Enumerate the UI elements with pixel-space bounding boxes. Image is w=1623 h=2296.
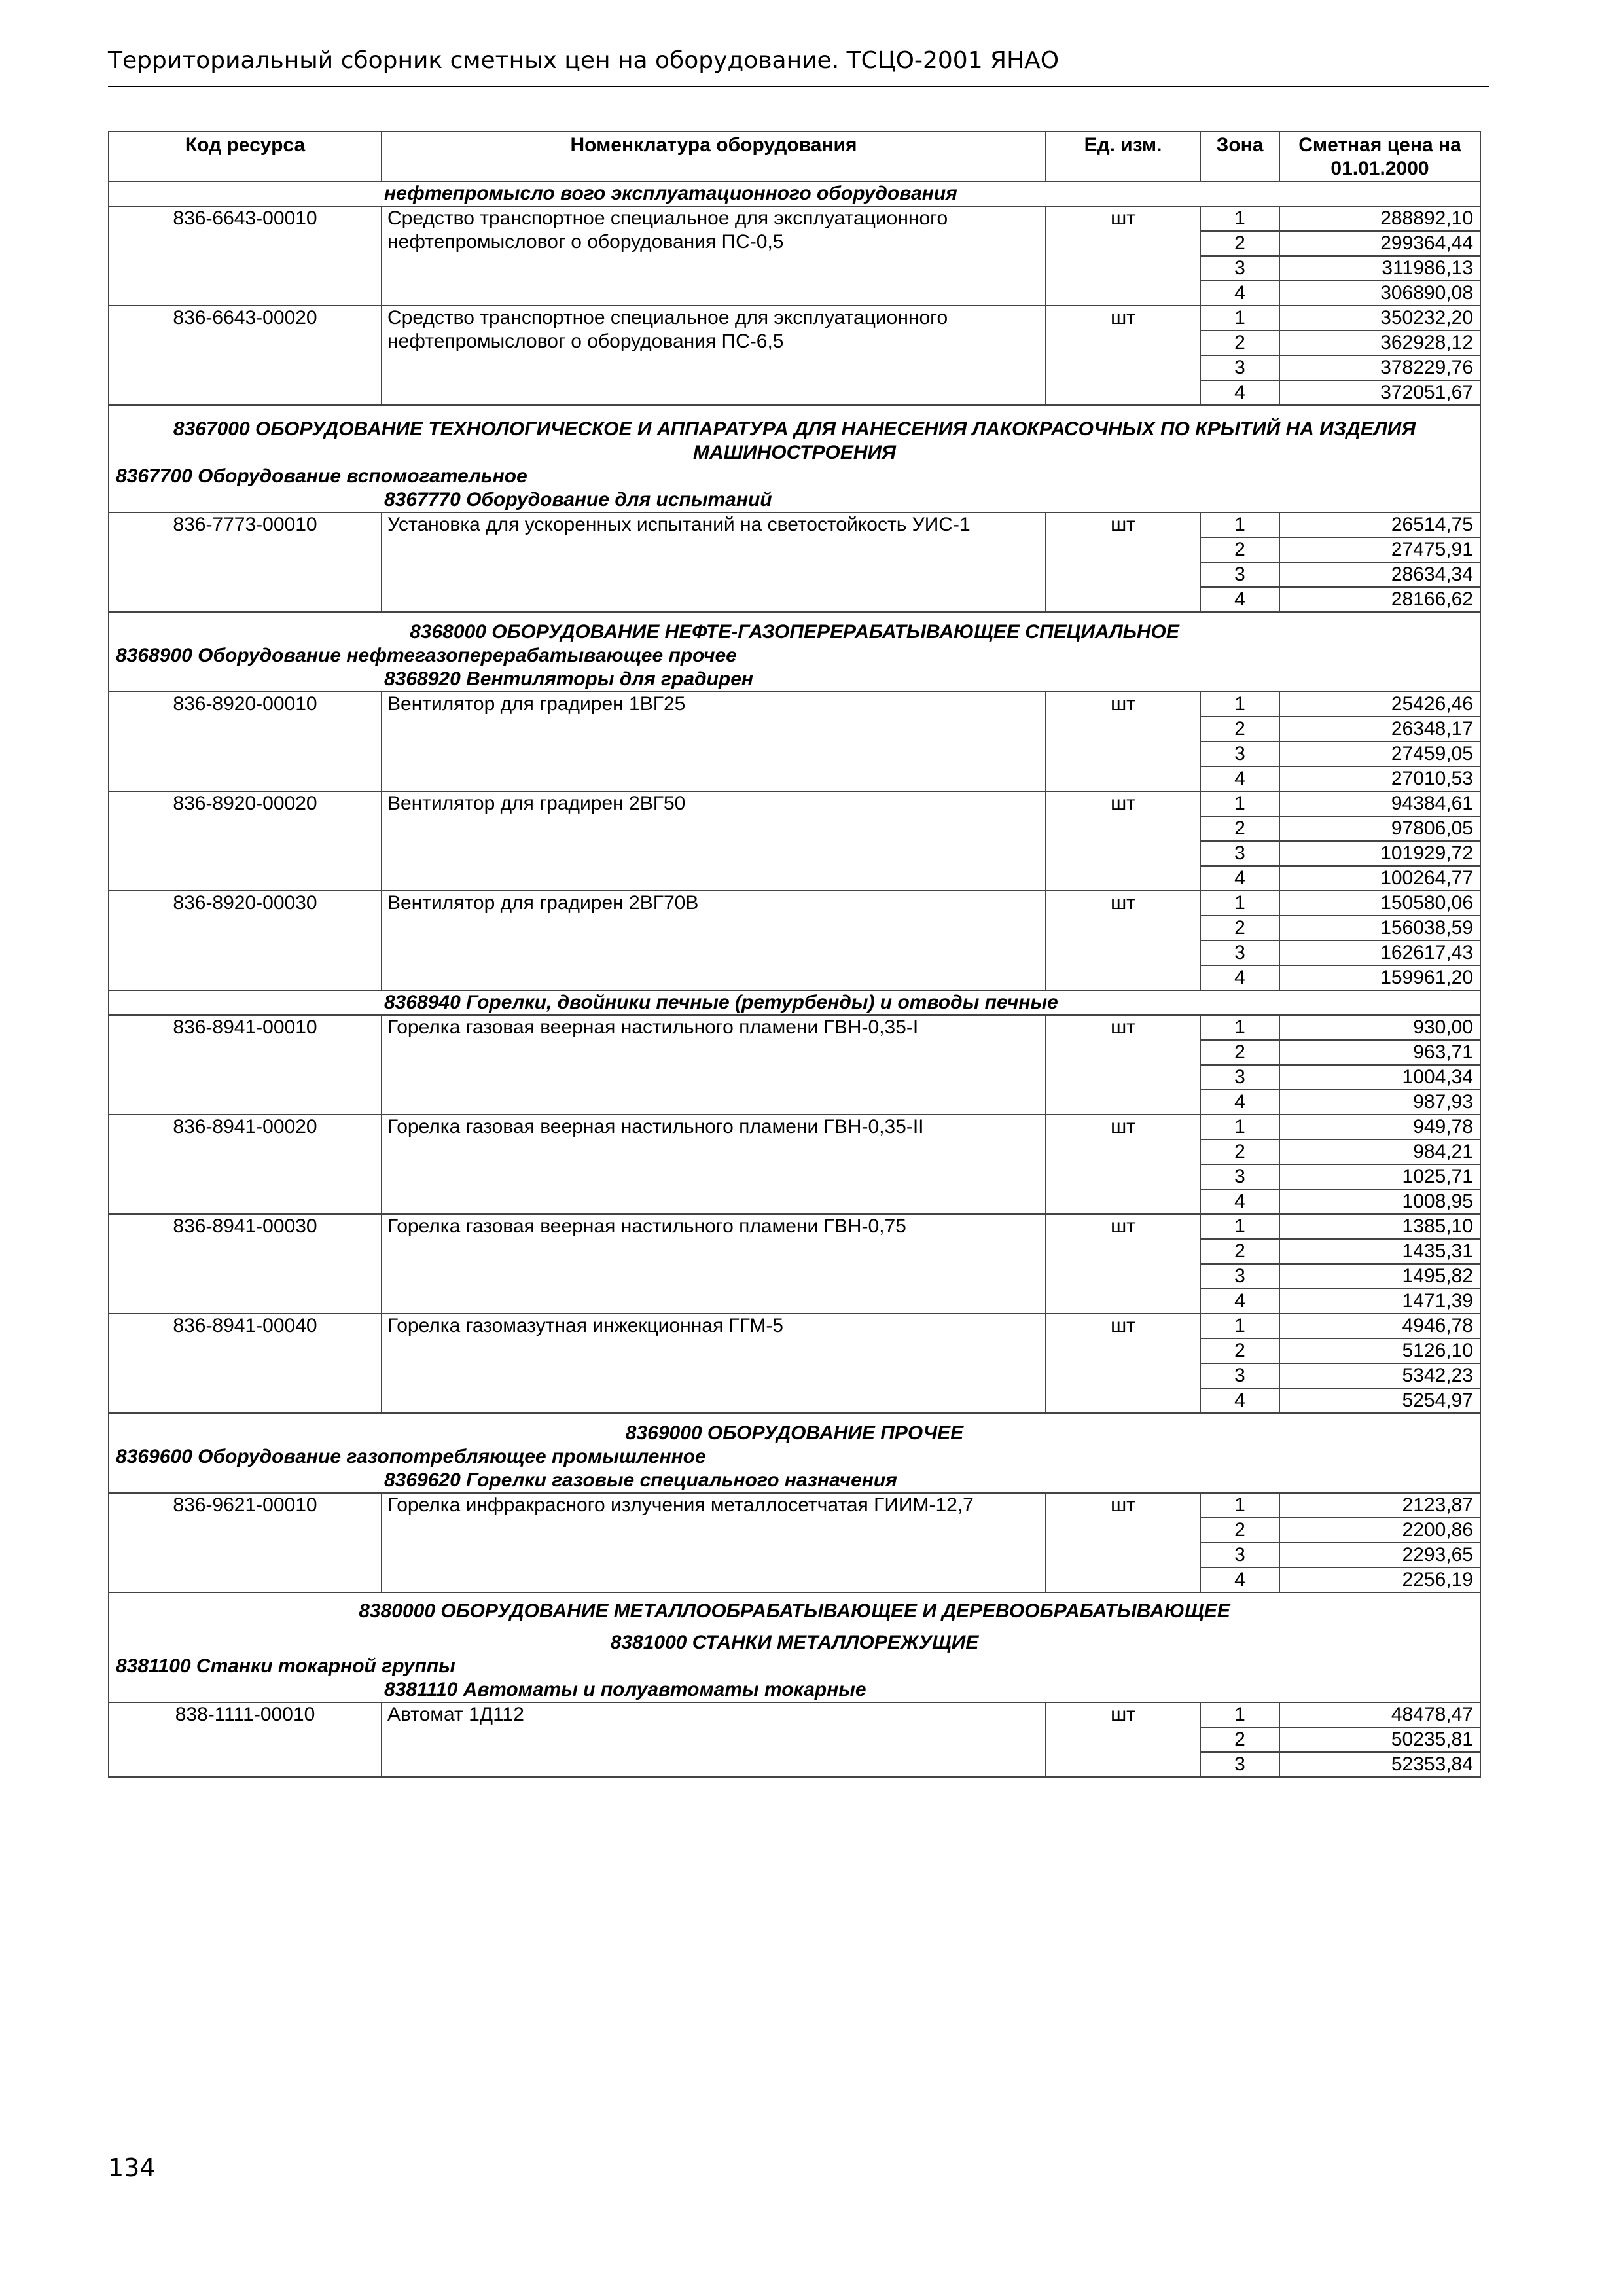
price-cell: 97806,05 bbox=[1279, 816, 1480, 841]
section-heading-grp: 8368940 Горелки, двойники печные (ретурбенды) и отводы печные bbox=[109, 990, 1480, 1015]
section-row bbox=[109, 1623, 1480, 1655]
zone-cell: 2 bbox=[1200, 1139, 1279, 1164]
zone-cell: 1 bbox=[1200, 1115, 1279, 1139]
price-cell: 26514,75 bbox=[1279, 512, 1480, 537]
zone-cell: 1 bbox=[1200, 206, 1279, 231]
price-cell: 2200,86 bbox=[1279, 1518, 1480, 1543]
section-row bbox=[109, 1592, 1480, 1623]
price-cell: 150580,06 bbox=[1279, 891, 1480, 916]
price-cell: 28634,34 bbox=[1279, 562, 1480, 587]
resource-code: 836-9621-00010 bbox=[109, 1493, 382, 1592]
zone-cell: 2 bbox=[1200, 1727, 1279, 1752]
section-row bbox=[109, 1678, 1480, 1702]
price-cell: 350232,20 bbox=[1279, 306, 1480, 331]
zone-cell: 2 bbox=[1200, 1338, 1279, 1363]
equipment-name: Автомат 1Д112 bbox=[382, 1702, 1046, 1777]
price-cell: 27459,05 bbox=[1279, 742, 1480, 766]
price-cell: 5254,97 bbox=[1279, 1388, 1480, 1413]
resource-code: 836-8920-00030 bbox=[109, 891, 382, 990]
table-row bbox=[109, 1493, 1480, 1518]
zone-cell: 1 bbox=[1200, 512, 1279, 537]
price-cell: 306890,08 bbox=[1279, 281, 1480, 306]
price-cell: 159961,20 bbox=[1279, 965, 1480, 990]
price-cell: 299364,44 bbox=[1279, 231, 1480, 256]
section-row bbox=[109, 465, 1480, 488]
section-row bbox=[109, 668, 1480, 692]
zone-cell: 3 bbox=[1200, 256, 1279, 281]
zone-cell: 3 bbox=[1200, 1264, 1279, 1289]
price-cell: 27475,91 bbox=[1279, 537, 1480, 562]
zone-cell: 1 bbox=[1200, 1015, 1279, 1040]
zone-cell: 3 bbox=[1200, 841, 1279, 866]
zone-cell: 2 bbox=[1200, 1239, 1279, 1264]
section-row bbox=[109, 1445, 1480, 1469]
price-table bbox=[108, 131, 1481, 1778]
price-cell: 156038,59 bbox=[1279, 916, 1480, 941]
zone-cell: 1 bbox=[1200, 1314, 1279, 1338]
price-cell: 372051,67 bbox=[1279, 380, 1480, 405]
section-row bbox=[109, 990, 1480, 1015]
zone-cell: 4 bbox=[1200, 380, 1279, 405]
table-row bbox=[109, 206, 1480, 231]
price-cell: 27010,53 bbox=[1279, 766, 1480, 791]
zone-cell: 2 bbox=[1200, 331, 1279, 355]
price-cell: 930,00 bbox=[1279, 1015, 1480, 1040]
resource-code: 836-7773-00010 bbox=[109, 512, 382, 612]
resource-code: 836-8941-00020 bbox=[109, 1115, 382, 1214]
price-cell: 94384,61 bbox=[1279, 791, 1480, 816]
section-row bbox=[109, 405, 1480, 465]
col-header-price: Сметная цена на 01.01.2000 bbox=[1279, 132, 1480, 181]
section-row bbox=[109, 1469, 1480, 1493]
price-cell: 48478,47 bbox=[1279, 1702, 1480, 1727]
price-cell: 26348,17 bbox=[1279, 717, 1480, 742]
page-header-title: Территориальный сборник сметных цен на оборудование. ТСЦО-2001 ЯНАО bbox=[108, 47, 1489, 87]
zone-cell: 1 bbox=[1200, 306, 1279, 331]
price-cell: 52353,84 bbox=[1279, 1752, 1480, 1777]
zone-cell: 1 bbox=[1200, 1214, 1279, 1239]
zone-cell: 2 bbox=[1200, 1518, 1279, 1543]
zone-cell: 4 bbox=[1200, 587, 1279, 612]
price-cell: 162617,43 bbox=[1279, 941, 1480, 965]
zone-cell: 3 bbox=[1200, 1543, 1279, 1568]
zone-cell: 4 bbox=[1200, 866, 1279, 891]
equipment-name: Установка для ускоренных испытаний на светостойкость УИС-1 bbox=[382, 512, 1046, 612]
equipment-name: Вентилятор для градирен 2ВГ50 bbox=[382, 791, 1046, 891]
unit-of-measure: шт bbox=[1046, 1214, 1200, 1314]
price-cell: 984,21 bbox=[1279, 1139, 1480, 1164]
price-cell: 1008,95 bbox=[1279, 1189, 1480, 1214]
equipment-name: Горелка газовая веерная настильного пламени ГВН-0,35-I bbox=[382, 1015, 1046, 1115]
price-cell: 311986,13 bbox=[1279, 256, 1480, 281]
table-row bbox=[109, 512, 1480, 537]
section-heading-grp: нефтепромысло вого эксплуатационного оборудования bbox=[109, 181, 1480, 206]
section-row bbox=[109, 612, 1480, 644]
zone-cell: 3 bbox=[1200, 1065, 1279, 1090]
page-number: 134 bbox=[108, 2153, 156, 2182]
table-row bbox=[109, 306, 1480, 331]
price-cell: 987,93 bbox=[1279, 1090, 1480, 1115]
table-row bbox=[109, 1214, 1480, 1239]
section-heading-cls: 8368000 ОБОРУДОВАНИЕ НЕФТЕ-ГАЗОПЕРЕРАБАТЫВАЮЩЕЕ СПЕЦИАЛЬНОЕ bbox=[109, 612, 1480, 644]
equipment-name: Средство транспортное специальное для эксплуатационного нефтепромысловог о оборудования ПС-6,5 bbox=[382, 306, 1046, 405]
unit-of-measure: шт bbox=[1046, 692, 1200, 791]
table-row bbox=[109, 1314, 1480, 1338]
col-header-unit: Ед. изм. bbox=[1046, 132, 1200, 181]
resource-code: 836-8941-00010 bbox=[109, 1015, 382, 1115]
equipment-name: Вентилятор для градирен 1ВГ25 bbox=[382, 692, 1046, 791]
zone-cell: 1 bbox=[1200, 1493, 1279, 1518]
table-header-row bbox=[109, 132, 1480, 181]
equipment-name: Горелка инфракрасного излучения металлосетчатая ГИИМ-12,7 bbox=[382, 1493, 1046, 1592]
zone-cell: 1 bbox=[1200, 891, 1279, 916]
price-cell: 1004,34 bbox=[1279, 1065, 1480, 1090]
zone-cell: 2 bbox=[1200, 231, 1279, 256]
zone-cell: 1 bbox=[1200, 791, 1279, 816]
zone-cell: 4 bbox=[1200, 1568, 1279, 1592]
resource-code: 838-1111-00010 bbox=[109, 1702, 382, 1777]
col-header-code: Код ресурса bbox=[109, 132, 382, 181]
table-row bbox=[109, 1115, 1480, 1139]
zone-cell: 4 bbox=[1200, 281, 1279, 306]
section-heading-cls: 8381000 СТАНКИ МЕТАЛЛОРЕЖУЩИЕ bbox=[109, 1623, 1480, 1655]
section-row bbox=[109, 1655, 1480, 1678]
price-cell: 28166,62 bbox=[1279, 587, 1480, 612]
price-cell: 2256,19 bbox=[1279, 1568, 1480, 1592]
price-cell: 1435,31 bbox=[1279, 1239, 1480, 1264]
price-cell: 5342,23 bbox=[1279, 1363, 1480, 1388]
section-heading-grp: 8367770 Оборудование для испытаний bbox=[109, 488, 1480, 512]
price-cell: 1385,10 bbox=[1279, 1214, 1480, 1239]
price-cell: 1025,71 bbox=[1279, 1164, 1480, 1189]
section-row bbox=[109, 1413, 1480, 1445]
price-cell: 288892,10 bbox=[1279, 206, 1480, 231]
resource-code: 836-8920-00020 bbox=[109, 791, 382, 891]
zone-cell: 3 bbox=[1200, 941, 1279, 965]
price-cell: 963,71 bbox=[1279, 1040, 1480, 1065]
zone-cell: 1 bbox=[1200, 1702, 1279, 1727]
zone-cell: 2 bbox=[1200, 537, 1279, 562]
table-row bbox=[109, 891, 1480, 916]
price-cell: 4946,78 bbox=[1279, 1314, 1480, 1338]
zone-cell: 4 bbox=[1200, 766, 1279, 791]
col-header-name: Номенклатура оборудования bbox=[382, 132, 1046, 181]
price-cell: 100264,77 bbox=[1279, 866, 1480, 891]
zone-cell: 4 bbox=[1200, 1289, 1279, 1314]
zone-cell: 3 bbox=[1200, 355, 1279, 380]
unit-of-measure: шт bbox=[1046, 1702, 1200, 1777]
resource-code: 836-6643-00020 bbox=[109, 306, 382, 405]
price-cell: 949,78 bbox=[1279, 1115, 1480, 1139]
section-heading-grp: 8381110 Автоматы и полуавтоматы токарные bbox=[109, 1678, 1480, 1702]
section-heading-med: 8368900 Оборудование нефтегазоперерабатывающее прочее bbox=[109, 644, 1480, 668]
table-body bbox=[109, 181, 1480, 1777]
equipment-name: Горелка газомазутная инжекционная ГГМ-5 bbox=[382, 1314, 1046, 1413]
zone-cell: 2 bbox=[1200, 916, 1279, 941]
equipment-name: Горелка газовая веерная настильного пламени ГВН-0,75 bbox=[382, 1214, 1046, 1314]
equipment-name: Вентилятор для градирен 2ВГ70В bbox=[382, 891, 1046, 990]
equipment-name: Средство транспортное специальное для эксплуатационного нефтепромысловог о оборудования ПС-0,5 bbox=[382, 206, 1046, 306]
table-row bbox=[109, 1015, 1480, 1040]
price-cell: 25426,46 bbox=[1279, 692, 1480, 717]
price-cell: 362928,12 bbox=[1279, 331, 1480, 355]
price-cell: 2123,87 bbox=[1279, 1493, 1480, 1518]
section-heading-grp: 8369620 Горелки газовые специального назначения bbox=[109, 1469, 1480, 1493]
price-cell: 378229,76 bbox=[1279, 355, 1480, 380]
unit-of-measure: шт bbox=[1046, 206, 1200, 306]
zone-cell: 1 bbox=[1200, 692, 1279, 717]
zone-cell: 2 bbox=[1200, 1040, 1279, 1065]
resource-code: 836-8920-00010 bbox=[109, 692, 382, 791]
table-row bbox=[109, 1702, 1480, 1727]
section-heading-huge: 8380000 ОБОРУДОВАНИЕ МЕТАЛЛООБРАБАТЫВАЮЩЕЕ И ДЕРЕВООБРАБАТЫВАЮЩЕЕ bbox=[109, 1592, 1480, 1623]
section-heading-big: 8367000 ОБОРУДОВАНИЕ ТЕХНОЛОГИЧЕСКОЕ И АППАРАТУРА ДЛЯ НАНЕСЕНИЯ ЛАКОКРАСОЧНЫХ ПО КРЫТИЙ НА ИЗДЕЛИЯ МАШИНОСТРОЕНИЯ bbox=[109, 405, 1480, 465]
unit-of-measure: шт bbox=[1046, 1015, 1200, 1115]
zone-cell: 4 bbox=[1200, 965, 1279, 990]
price-cell: 50235,81 bbox=[1279, 1727, 1480, 1752]
zone-cell: 3 bbox=[1200, 742, 1279, 766]
section-heading-med: 8367700 Оборудование вспомогательное bbox=[109, 465, 1480, 488]
price-cell: 5126,10 bbox=[1279, 1338, 1480, 1363]
resource-code: 836-8941-00030 bbox=[109, 1214, 382, 1314]
price-cell: 1495,82 bbox=[1279, 1264, 1480, 1289]
resource-code: 836-6643-00010 bbox=[109, 206, 382, 306]
section-heading-med: 8369600 Оборудование газопотребляющее промышленное bbox=[109, 1445, 1480, 1469]
unit-of-measure: шт bbox=[1046, 1493, 1200, 1592]
unit-of-measure: шт bbox=[1046, 891, 1200, 990]
zone-cell: 3 bbox=[1200, 1752, 1279, 1777]
zone-cell: 2 bbox=[1200, 816, 1279, 841]
zone-cell: 4 bbox=[1200, 1090, 1279, 1115]
unit-of-measure: шт bbox=[1046, 1314, 1200, 1413]
section-row bbox=[109, 181, 1480, 206]
resource-code: 836-8941-00040 bbox=[109, 1314, 382, 1413]
price-cell: 2293,65 bbox=[1279, 1543, 1480, 1568]
price-cell: 1471,39 bbox=[1279, 1289, 1480, 1314]
price-cell: 101929,72 bbox=[1279, 841, 1480, 866]
zone-cell: 2 bbox=[1200, 717, 1279, 742]
section-heading-grp: 8368920 Вентиляторы для градирен bbox=[109, 668, 1480, 692]
equipment-name: Горелка газовая веерная настильного пламени ГВН-0,35-II bbox=[382, 1115, 1046, 1214]
table-row bbox=[109, 692, 1480, 717]
section-heading-cls: 8369000 ОБОРУДОВАНИЕ ПРОЧЕЕ bbox=[109, 1413, 1480, 1445]
zone-cell: 4 bbox=[1200, 1189, 1279, 1214]
col-header-zone: Зона bbox=[1200, 132, 1279, 181]
table-row bbox=[109, 791, 1480, 816]
unit-of-measure: шт bbox=[1046, 791, 1200, 891]
unit-of-measure: шт bbox=[1046, 1115, 1200, 1214]
unit-of-measure: шт bbox=[1046, 512, 1200, 612]
zone-cell: 3 bbox=[1200, 1164, 1279, 1189]
zone-cell: 4 bbox=[1200, 1388, 1279, 1413]
unit-of-measure: шт bbox=[1046, 306, 1200, 405]
zone-cell: 3 bbox=[1200, 1363, 1279, 1388]
section-heading-med: 8381100 Станки токарной группы bbox=[109, 1655, 1480, 1678]
zone-cell: 3 bbox=[1200, 562, 1279, 587]
section-row bbox=[109, 644, 1480, 668]
section-row bbox=[109, 488, 1480, 512]
